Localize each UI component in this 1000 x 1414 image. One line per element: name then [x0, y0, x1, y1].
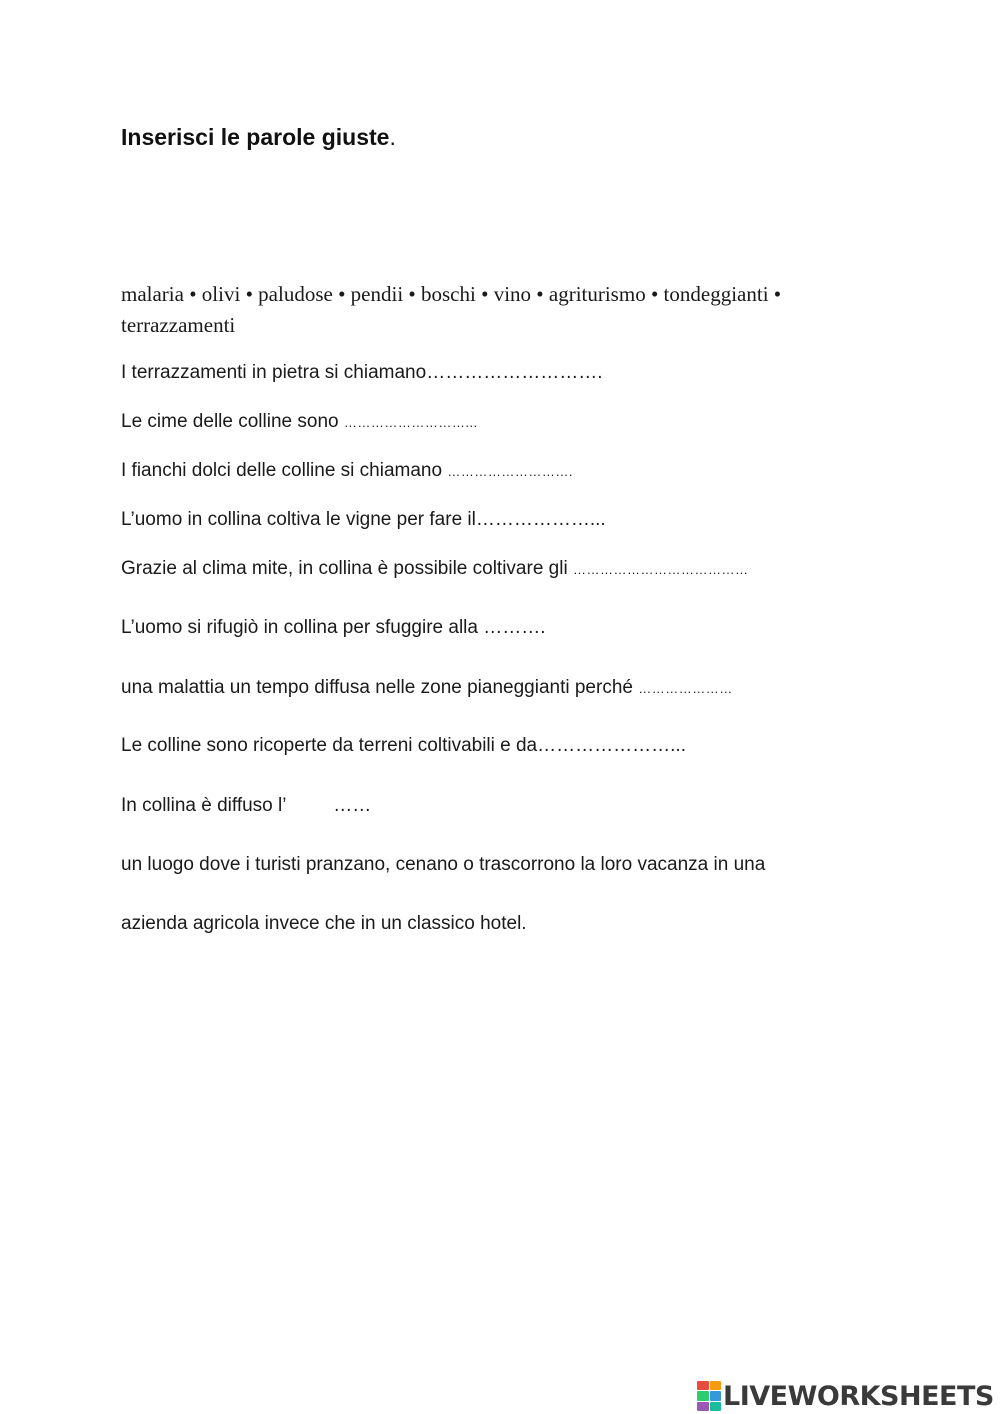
sentence-1: [121, 362, 602, 384]
sentence-text: L’uomo si rifugiò in collina per sfuggire alla: [121, 617, 484, 638]
sentence-text: azienda agricola invece che in un classico hotel.: [121, 913, 527, 934]
sentence-5: [121, 558, 748, 580]
sentence-2: [121, 411, 478, 433]
word-bank: [121, 279, 881, 341]
sentence-text: una malattia un tempo diffusa nelle zone pianeggianti perché: [121, 677, 639, 698]
answer-blank[interactable]: ………………...: [475, 509, 606, 530]
logo-tile: [710, 1402, 722, 1411]
sentence-text: Le colline sono ricoperte da terreni coltivabili e da: [121, 735, 538, 756]
sentence-7: [121, 677, 733, 699]
answer-blank[interactable]: ……: [333, 795, 372, 816]
liveworksheets-logo: [697, 1379, 994, 1413]
sentence-text: I terrazzamenti in pietra si chiamano: [121, 362, 427, 383]
word-bank-line-2: terrazzamenti: [121, 313, 236, 337]
sentence-6: [121, 617, 546, 639]
answer-blank[interactable]: ……………………….: [447, 464, 573, 479]
sentence-10: [121, 854, 765, 876]
title-text: Inserisci le parole giuste: [121, 124, 390, 150]
sentence-text: un luogo dove i turisti pranzano, cenano o trascorrono la loro vacanza in una: [121, 854, 766, 875]
sentence-8: [121, 735, 686, 757]
word-bank-line-1: malaria • olivi • paludose • pendii • boschi • vino • agriturismo • tondeggianti •: [121, 282, 782, 306]
answer-blank[interactable]: …………………………………: [572, 562, 749, 577]
logo-tile: [710, 1381, 722, 1390]
sentence-4: [121, 509, 606, 531]
answer-blank[interactable]: …………………: [638, 681, 733, 696]
logo-tile: [710, 1391, 722, 1400]
answer-blank[interactable]: …………………...: [537, 735, 686, 756]
sentence-text: In collina è diffuso l’: [121, 795, 334, 816]
title-punctuation: .: [389, 124, 396, 150]
sentence-text: Le cime delle colline sono: [121, 411, 344, 432]
sentence-text: I fianchi dolci delle colline si chiamano: [121, 460, 448, 481]
sentence-9: [121, 795, 371, 817]
sentence-11: [121, 913, 527, 935]
worksheet-title: [121, 124, 396, 151]
answer-blank[interactable]: ……….: [483, 617, 546, 638]
sentence-text: L’uomo in collina coltiva le vigne per fare il: [121, 509, 476, 530]
logo-text: LIVEWORKSHEETS: [723, 1380, 994, 1412]
logo-tile: [697, 1381, 709, 1390]
sentence-3: [121, 460, 573, 482]
answer-blank[interactable]: ……………………….: [426, 362, 603, 383]
logo-tile: [697, 1391, 709, 1400]
logo-tile: [697, 1402, 709, 1411]
sentence-text: Grazie al clima mite, in collina è possibile coltivare gli: [121, 558, 573, 579]
answer-blank[interactable]: ………………………...: [343, 415, 478, 430]
liveworksheets-logo-icon: [697, 1381, 721, 1411]
